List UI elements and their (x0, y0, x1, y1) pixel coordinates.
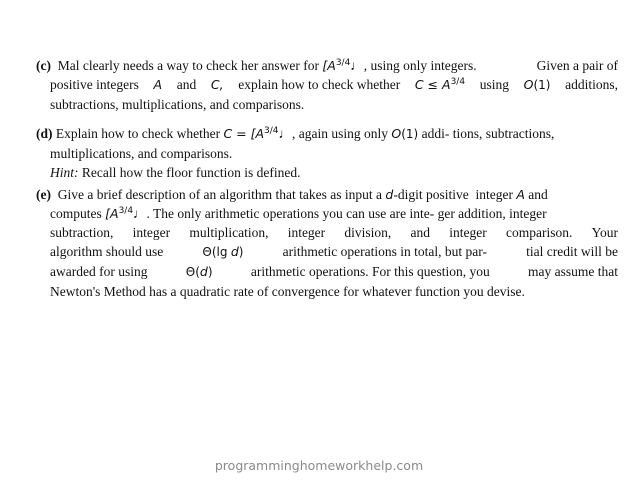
part-e-word: integer (287, 225, 326, 240)
part-e-word: multiplication, (189, 225, 269, 240)
part-e-word: division, (344, 225, 392, 240)
part-e-text: may assume that (528, 264, 618, 279)
part-d-line-2: multiplications, and comparisons. (50, 146, 233, 161)
part-c-text: , using only integers. (363, 58, 477, 73)
part-e-word: integer (449, 225, 487, 240)
part-e-text: -digit positive (393, 187, 469, 202)
part-c-line-3: subtractions, multiplications, and comparisons. (50, 97, 305, 112)
part-e-var-a: A (516, 187, 525, 202)
part-d-hint (36, 163, 618, 182)
part-e-text: arithmetic operations. For this question, you (250, 264, 490, 279)
part-e-word: comparison. (505, 225, 573, 240)
part-e-theta: Θ(lg (202, 245, 228, 259)
part-e-var-d: d (385, 187, 394, 202)
part-e-line-5 (36, 262, 618, 282)
part-e-line-1 (36, 185, 618, 204)
part-d-text: addi- tions, subtractions, (421, 126, 555, 141)
part-d (36, 124, 618, 182)
part-e-word: and (410, 225, 431, 240)
part-c-exponent: 3/4 (450, 77, 466, 87)
part-e (36, 185, 618, 301)
part-e-word: integer (132, 225, 171, 240)
part-e-text: computes (50, 206, 102, 221)
part-e-line-4 (36, 242, 618, 262)
part-c-text: Mal clearly needs a way to check her answer for (57, 58, 319, 73)
part-c-text: explain how to check whether (238, 77, 401, 92)
part-c-big-o: O (523, 77, 534, 92)
part-d-line-1 (36, 124, 618, 144)
part-e-line-3 (36, 223, 618, 242)
part-d-condition: C = [A (223, 126, 265, 141)
part-e-var-d: d (199, 264, 208, 279)
part-e-floor-close: ♩ (133, 206, 147, 221)
part-c-floor-close: ♩ (350, 58, 364, 73)
part-d-floor-close: ♩ (278, 126, 293, 141)
part-e-word: Your (591, 225, 618, 240)
part-e-text: integer (475, 187, 513, 202)
part-c-line-1 (36, 56, 618, 75)
part-e-text: . The only arithmetic operations you can use are inte- ger addition, integer (146, 206, 547, 221)
part-c-exponent: 3/4 (335, 58, 351, 68)
part-c-text: and (176, 77, 197, 92)
part-c-expr: [A (322, 58, 336, 73)
part-e-text: tial credit will be (526, 244, 618, 259)
part-e-text: awarded for using (50, 264, 148, 279)
part-e-theta: Θ( (185, 265, 200, 279)
part-c-text: additions, (565, 77, 618, 92)
part-d-text: Explain how to check whether (55, 126, 221, 141)
part-e-label: (e) (36, 187, 51, 202)
part-e-text: Give a brief description of an algorithm that takes as input a (57, 187, 383, 202)
part-d-big-o: O (391, 126, 402, 141)
footer-website: programminghomeworkhelp.com (214, 458, 424, 473)
part-d-hint-text: Recall how the floor function is defined. (81, 165, 301, 180)
part-e-text: and (528, 187, 548, 202)
part-c-big-o-arg: (1) (533, 78, 551, 92)
part-d-exponent: 3/4 (264, 126, 279, 136)
part-c-text: using (479, 77, 509, 92)
part-d-text: , again using only (292, 126, 389, 141)
part-c (36, 56, 618, 114)
part-d-big-o-arg: (1) (401, 127, 419, 141)
part-c-var-c: C, (210, 77, 224, 92)
part-e-text: arithmetic operations in total, but par- (282, 244, 487, 259)
part-c-label: (c) (36, 58, 51, 73)
part-e-var-d: d (230, 244, 239, 259)
part-d-label: (d) (36, 126, 53, 141)
part-c-condition: C ≤ A (414, 77, 451, 92)
part-e-text: algorithm should use (50, 244, 164, 259)
part-c-var-a: A (153, 77, 163, 92)
part-c-text: Given a pair of (536, 58, 618, 73)
part-e-expr: [A (105, 206, 119, 221)
part-e-theta-close: ) (207, 265, 213, 279)
part-c-line-2 (36, 75, 618, 95)
part-e-word: subtraction, (50, 225, 114, 240)
part-e-theta-close: ) (238, 245, 244, 259)
part-c-text: positive integers (50, 77, 139, 92)
part-e-line-2 (36, 204, 618, 223)
part-e-line-6: Newton's Method has a quadratic rate of convergence for whatever function you devise. (50, 284, 525, 299)
part-d-hint-label: Hint: (50, 165, 79, 180)
part-e-exponent: 3/4 (118, 206, 134, 216)
